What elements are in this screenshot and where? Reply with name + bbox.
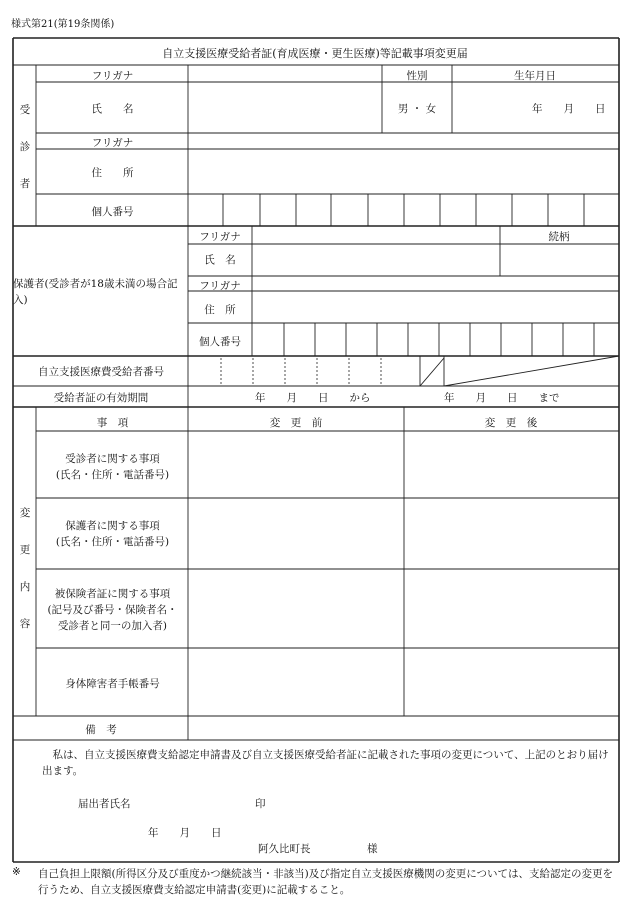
birthdate-format: 年 月 日	[532, 103, 606, 115]
recipient-slash	[420, 358, 444, 386]
change-item-line: (記号及び番号・保険者名・	[47, 604, 178, 616]
recipient-diagonal	[444, 356, 619, 386]
recipient-number-label: 自立支援医療費受給者番号	[38, 366, 164, 378]
declaration-text: 私は、自立支援医療費支給認定申請書及び自立支援医療受給者証に記載された事項の変更について、上記のとおり届け出ます。	[42, 749, 609, 777]
guardian-relationship-label: 続柄	[548, 231, 570, 243]
patient-furigana2-label: フリガナ	[91, 137, 134, 149]
sex-label: 性別	[406, 70, 428, 82]
patient-group-char: 診	[19, 141, 31, 153]
after-header: 変 更 後	[484, 417, 538, 429]
change-item-disability-handbook	[37, 676, 188, 691]
change-item-line: 保護者に関する事項	[65, 520, 160, 532]
changes-group-label	[14, 495, 36, 643]
validity-to: 年 月 日 まで	[444, 392, 560, 404]
honorific: 様	[367, 843, 378, 855]
footnote-text: 自己負担上限額(所得区分及び重度かつ継続該当・非該当)及び指定自立支援医療機関の変更については、支給認定の変更を行うため、自立支援医療費支給認定申請書(変更)に記載すること。	[38, 868, 613, 896]
guardian-group-label: 保護者(受診者が18歳未満の場合記入)	[13, 278, 178, 306]
guardian-individual-number-label: 個人番号	[199, 336, 241, 348]
patient-group-label	[14, 92, 36, 203]
guardian-furigana2-label: フリガナ	[199, 280, 241, 292]
applicant-name-label: 届出者氏名	[78, 798, 131, 810]
change-item-line: (氏名・住所・電話番号)	[55, 469, 170, 481]
patient-name-label: 氏 名	[91, 103, 134, 115]
sex-options: 男 ・ 女	[397, 103, 437, 115]
addressee: 阿久比町長	[258, 843, 311, 855]
guardian-name-label: 氏 名	[204, 254, 236, 266]
change-item-line: (氏名・住所・電話番号)	[55, 536, 170, 548]
patient-group-char: 者	[19, 178, 31, 190]
seal-mark: 印	[255, 798, 266, 810]
footnote-mark: ※	[12, 866, 21, 878]
validity-label: 受給者証の有効期間	[53, 392, 149, 404]
change-item-patient	[37, 451, 188, 483]
item-header: 事 項	[96, 417, 129, 429]
change-item-line: 受診者に関する事項	[65, 453, 160, 465]
changes-group-char: 更	[19, 544, 31, 556]
change-item-line: 被保険者証に関する事項	[54, 588, 171, 600]
before-header: 変 更 前	[269, 417, 323, 429]
changes-group-char: 内	[19, 581, 31, 593]
changes-group-char: 容	[19, 618, 31, 630]
declaration-date: 年 月 日	[148, 827, 222, 839]
change-item-line: 受診者と同一の加入者)	[57, 620, 168, 632]
validity-from: 年 月 日 から	[255, 392, 371, 404]
remarks-label: 備 考	[85, 724, 117, 736]
changes-group-char: 変	[19, 507, 31, 519]
change-item-guardian	[37, 518, 188, 550]
form-number: 様式第21(第19条関係)	[11, 19, 115, 30]
birthdate-label: 生年月日	[514, 70, 556, 82]
change-item-line: 身体障害者手帳番号	[65, 678, 160, 690]
patient-furigana-label: フリガナ	[91, 70, 134, 82]
patient-individual-number-label: 個人番号	[91, 206, 134, 218]
guardian-address-label: 住 所	[204, 304, 236, 316]
page-title: 自立支援医療受給者証(育成医療・更生医療)等記載事項変更届	[162, 47, 468, 60]
guardian-furigana-label: フリガナ	[199, 231, 241, 243]
patient-group-char: 受	[19, 104, 31, 116]
change-item-insurance	[37, 586, 188, 634]
patient-address-label: 住 所	[91, 167, 134, 179]
